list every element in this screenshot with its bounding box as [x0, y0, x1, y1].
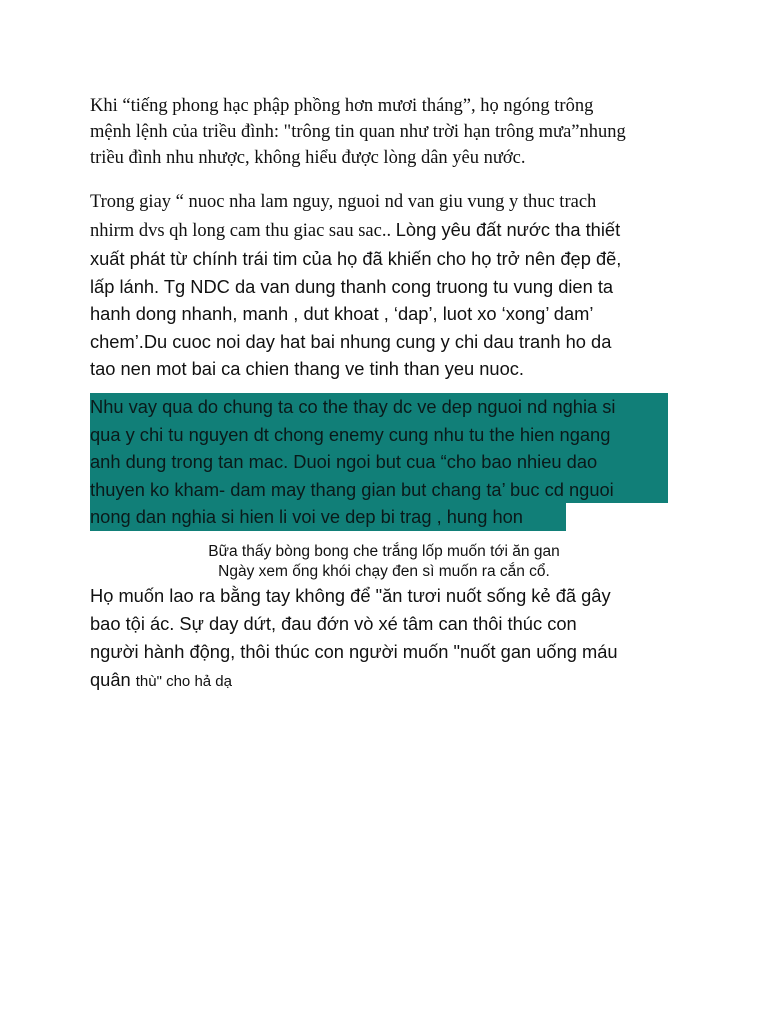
text-line: triều đình nhu nhược, không hiểu được lòng dân yêu nước.: [90, 148, 526, 168]
text-run-serif: nhirm dvs qh long cam thu giac sau sac..: [90, 221, 396, 241]
highlighted-line: Nhu vay qua do chung ta co the thay dc ve dep nguoi nd nghia si: [90, 393, 668, 421]
highlighted-line: nong dan nghia si hien li voi ve dep bi trag , hung hon: [90, 503, 566, 531]
quote-line: Bữa thấy bòng bong che trắng lốp muốn tới ăn gan: [208, 543, 560, 560]
text-run-small: thù" cho hả dạ: [135, 673, 232, 690]
text-line-mixed: [90, 666, 690, 696]
text-line: xuất phát từ chính trái tim của họ đã khiến cho họ trở nên đẹp đẽ,: [90, 248, 622, 269]
highlighted-line: qua y chi tu nguyen dt chong enemy cung nhu tu the hien ngang: [90, 421, 668, 449]
quote-line: Ngày xem ống khói chạy đen sì muốn ra cắn cổ.: [218, 563, 550, 580]
text-line: người hành động, thôi thúc con người muốn "nuốt gan uống máu: [90, 641, 618, 662]
highlighted-paragraph: [90, 393, 690, 531]
highlighted-line: anh dung trong tan mac. Duoi ngoi but cua “cho bao nhieu dao: [90, 448, 668, 476]
paragraph-anger: [90, 582, 690, 696]
text-line: bao tội ác. Sự day dứt, đau đớn vò xé tâm can thôi thúc con: [90, 613, 577, 634]
text-line: Họ muốn lao ra bằng tay không để "ăn tươi nuốt sống kẻ đã gây: [90, 585, 611, 606]
paragraph-imperial-court: [90, 93, 680, 171]
text-run-sans: Lòng yêu đất nước tha thiết: [395, 219, 621, 240]
text-run-large: quân: [90, 669, 136, 690]
text-line: lấp lánh. Tg NDC da van dung thanh cong truong tu vung dien ta: [90, 275, 614, 297]
text-line: Trong giay “ nuoc nha lam nguy, nguoi nd van giu vung y thuc trach: [90, 192, 597, 212]
poem-quote: [0, 542, 768, 582]
text-line: Khi “tiếng phong hạc phập phồng hơn mươi tháng”, họ ngóng trông: [90, 96, 594, 116]
text-line-mixed: [90, 216, 690, 245]
text-line: hanh dong nhanh, manh , dut khoat , ‘dap’, luot xo ‘xong’ dam’: [90, 303, 594, 324]
highlighted-line: thuyen ko kham- dam may thang gian but chang ta’ buc cd nguoi: [90, 476, 668, 504]
text-line: mệnh lệnh của triều đình: "trông tin quan như trời hạn trông mưa”nhung: [90, 122, 626, 142]
text-line: tao nen mot bai ca chien thang ve tinh than yeu nuoc.: [90, 358, 524, 379]
paragraph-patriotism: [90, 189, 690, 383]
text-line: chem’.Du cuoc noi day hat bai nhung cung y chi dau tranh ho da: [90, 330, 612, 352]
